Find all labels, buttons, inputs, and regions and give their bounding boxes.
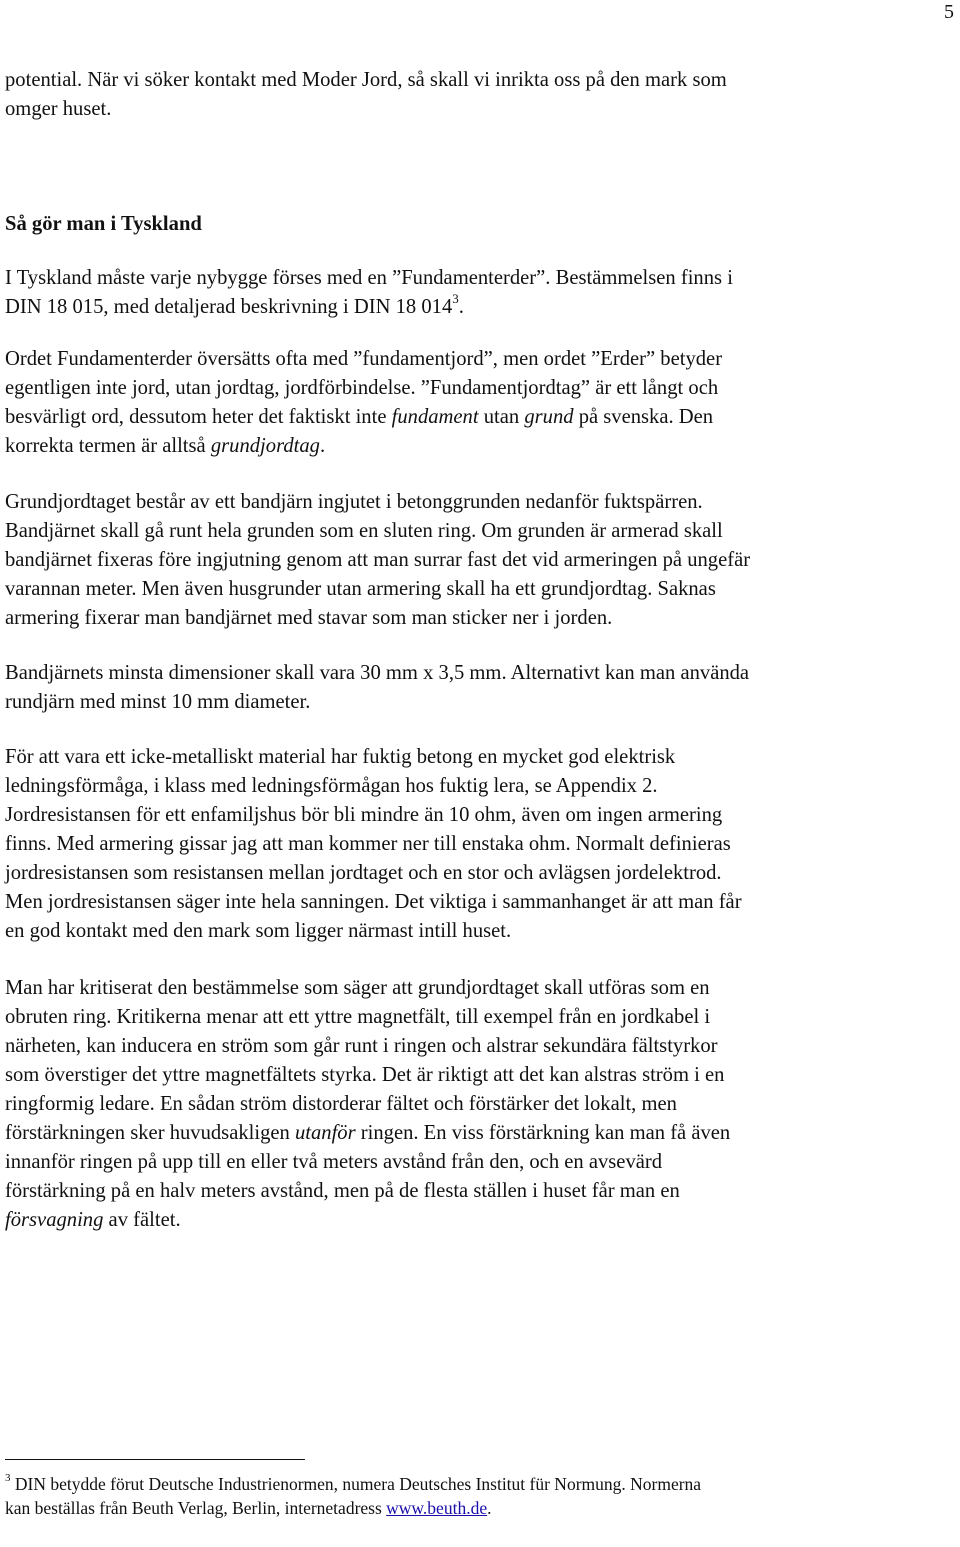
paragraph-dimensions: Bandjärnets minsta dimensioner skall vara 30 mm x 3,5 mm. Alternativt kan man använda rundjärn med minst 10 mm diameter. xyxy=(5,662,750,713)
paragraph-intro: potential. När vi söker kontakt med Moder Jord, så skall vi inrikta oss på den mark som omger huset. xyxy=(5,69,727,120)
criticism-text-a: Man har kritiserat den bestämmelse som säger att grundjordtaget skall utföras som en obruten ring. Kritikerna menar att ett yttre magnetfält, till exempel från en jordkabel i närheten, kan inducera en ström som går runt i ringen och alstrar sekundära fältstyrkor som överstiger det yttre magnetfältets styrka. Det är riktigt att det kan alstras ström i en ringformig ledare. En sådan ström distorderar fältet och förstärker det lokalt, men förstärkningen sker huvudsakligen xyxy=(5,977,725,1144)
footnote xyxy=(5,1472,725,1520)
footnote-divider xyxy=(5,1459,305,1460)
paragraph-criticism xyxy=(5,974,755,1235)
page-number: 5 xyxy=(944,1,954,23)
paragraph-terminology xyxy=(5,345,755,461)
paragraph-din-standard xyxy=(5,264,755,322)
footnote-mark: 3 xyxy=(5,1472,11,1485)
din-standard-text: I Tyskland måste varje nybygge förses med en ”Fundamenterder”. Bestämmelsen finns i DIN 18 015, med detaljerad beskrivning i DIN 18 014 xyxy=(5,267,733,318)
section-heading: Så gör man i Tyskland xyxy=(5,213,202,235)
beuth-link[interactable]: www.beuth.de xyxy=(386,1498,488,1518)
criticism-text-c: av fältet. xyxy=(103,1209,181,1231)
footnote-end: . xyxy=(487,1498,492,1518)
footnote-text: DIN betydde förut Deutsche Industrienormen, numera Deutsches Institut für Normung. Normerna kan beställas från Beuth Verlag, Berlin, internetadress xyxy=(5,1474,702,1518)
term-grundjordtag: grundjordtag xyxy=(210,435,320,457)
term-utanfor: utanför xyxy=(294,1122,356,1144)
paragraph-construction: Grundjordtaget består av ett bandjärn ingjutet i betonggrunden nedanför fuktspärren. Bandjärnet skall gå runt hela grunden som en sluten ring. Om grunden är armerad skall bandjärnet fixeras före ingjutning genom att man surrar fast det vid armeringen på ungefär varannan meter. Men även husgrunder utan armering skall ha ett grundjordtag. Saknas armering fixerar man bandjärnet med stavar som man sticker ner i jorden. xyxy=(5,491,751,629)
term-fundament: fundament xyxy=(391,406,479,428)
paragraph-resistance: För att vara ett icke-metalliskt material har fuktig betong en mycket god elektrisk ledningsförmåga, i klass med ledningsförmågan hos fuktig lera, se Appendix 2. Jordresistansen för ett enfamiljshus bör bli mindre än 10 ohm, även om ingen armering finns. Med armering gissar jag att man kommer ner till enstaka ohm. Normalt definieras jordresistansen som resistansen mellan jordtaget och en stor och avlägsen jordelektrod. Men jordresistansen säger inte hela sanningen. Det viktiga i sammanhanget är att man får en god kontakt med den mark som ligger närmast intill huset. xyxy=(5,746,742,942)
terminology-text-d: . xyxy=(319,435,326,457)
page-body xyxy=(5,66,755,1235)
terminology-text-b: utan xyxy=(478,406,525,428)
terminology-text-a: Ordet Fundamenterder översätts ofta med ”fundamentjord”, men ordet ”Erder” betyder egentligen inte jord, utan jordtag, jordförbindelse. ”Fundamentjordtag” är ett långt och besvärligt ord, dessutom heter det faktiskt inte xyxy=(5,348,723,428)
term-forsvagning: försvagning xyxy=(5,1209,104,1231)
terminology-text-c: på svenska. Den korrekta termen är alltså xyxy=(5,406,714,457)
criticism-text-b: ringen. En viss förstärkning kan man få även innanför ringen på upp till en eller två meters avstånd från den, och en avsevärd förstärkning på en halv meters avstånd, men på de flesta ställen i huset får man en xyxy=(5,1122,731,1202)
term-grund: grund xyxy=(524,406,574,428)
din-standard-end: . xyxy=(458,296,464,318)
footnote-reference[interactable]: 3 xyxy=(452,291,459,307)
